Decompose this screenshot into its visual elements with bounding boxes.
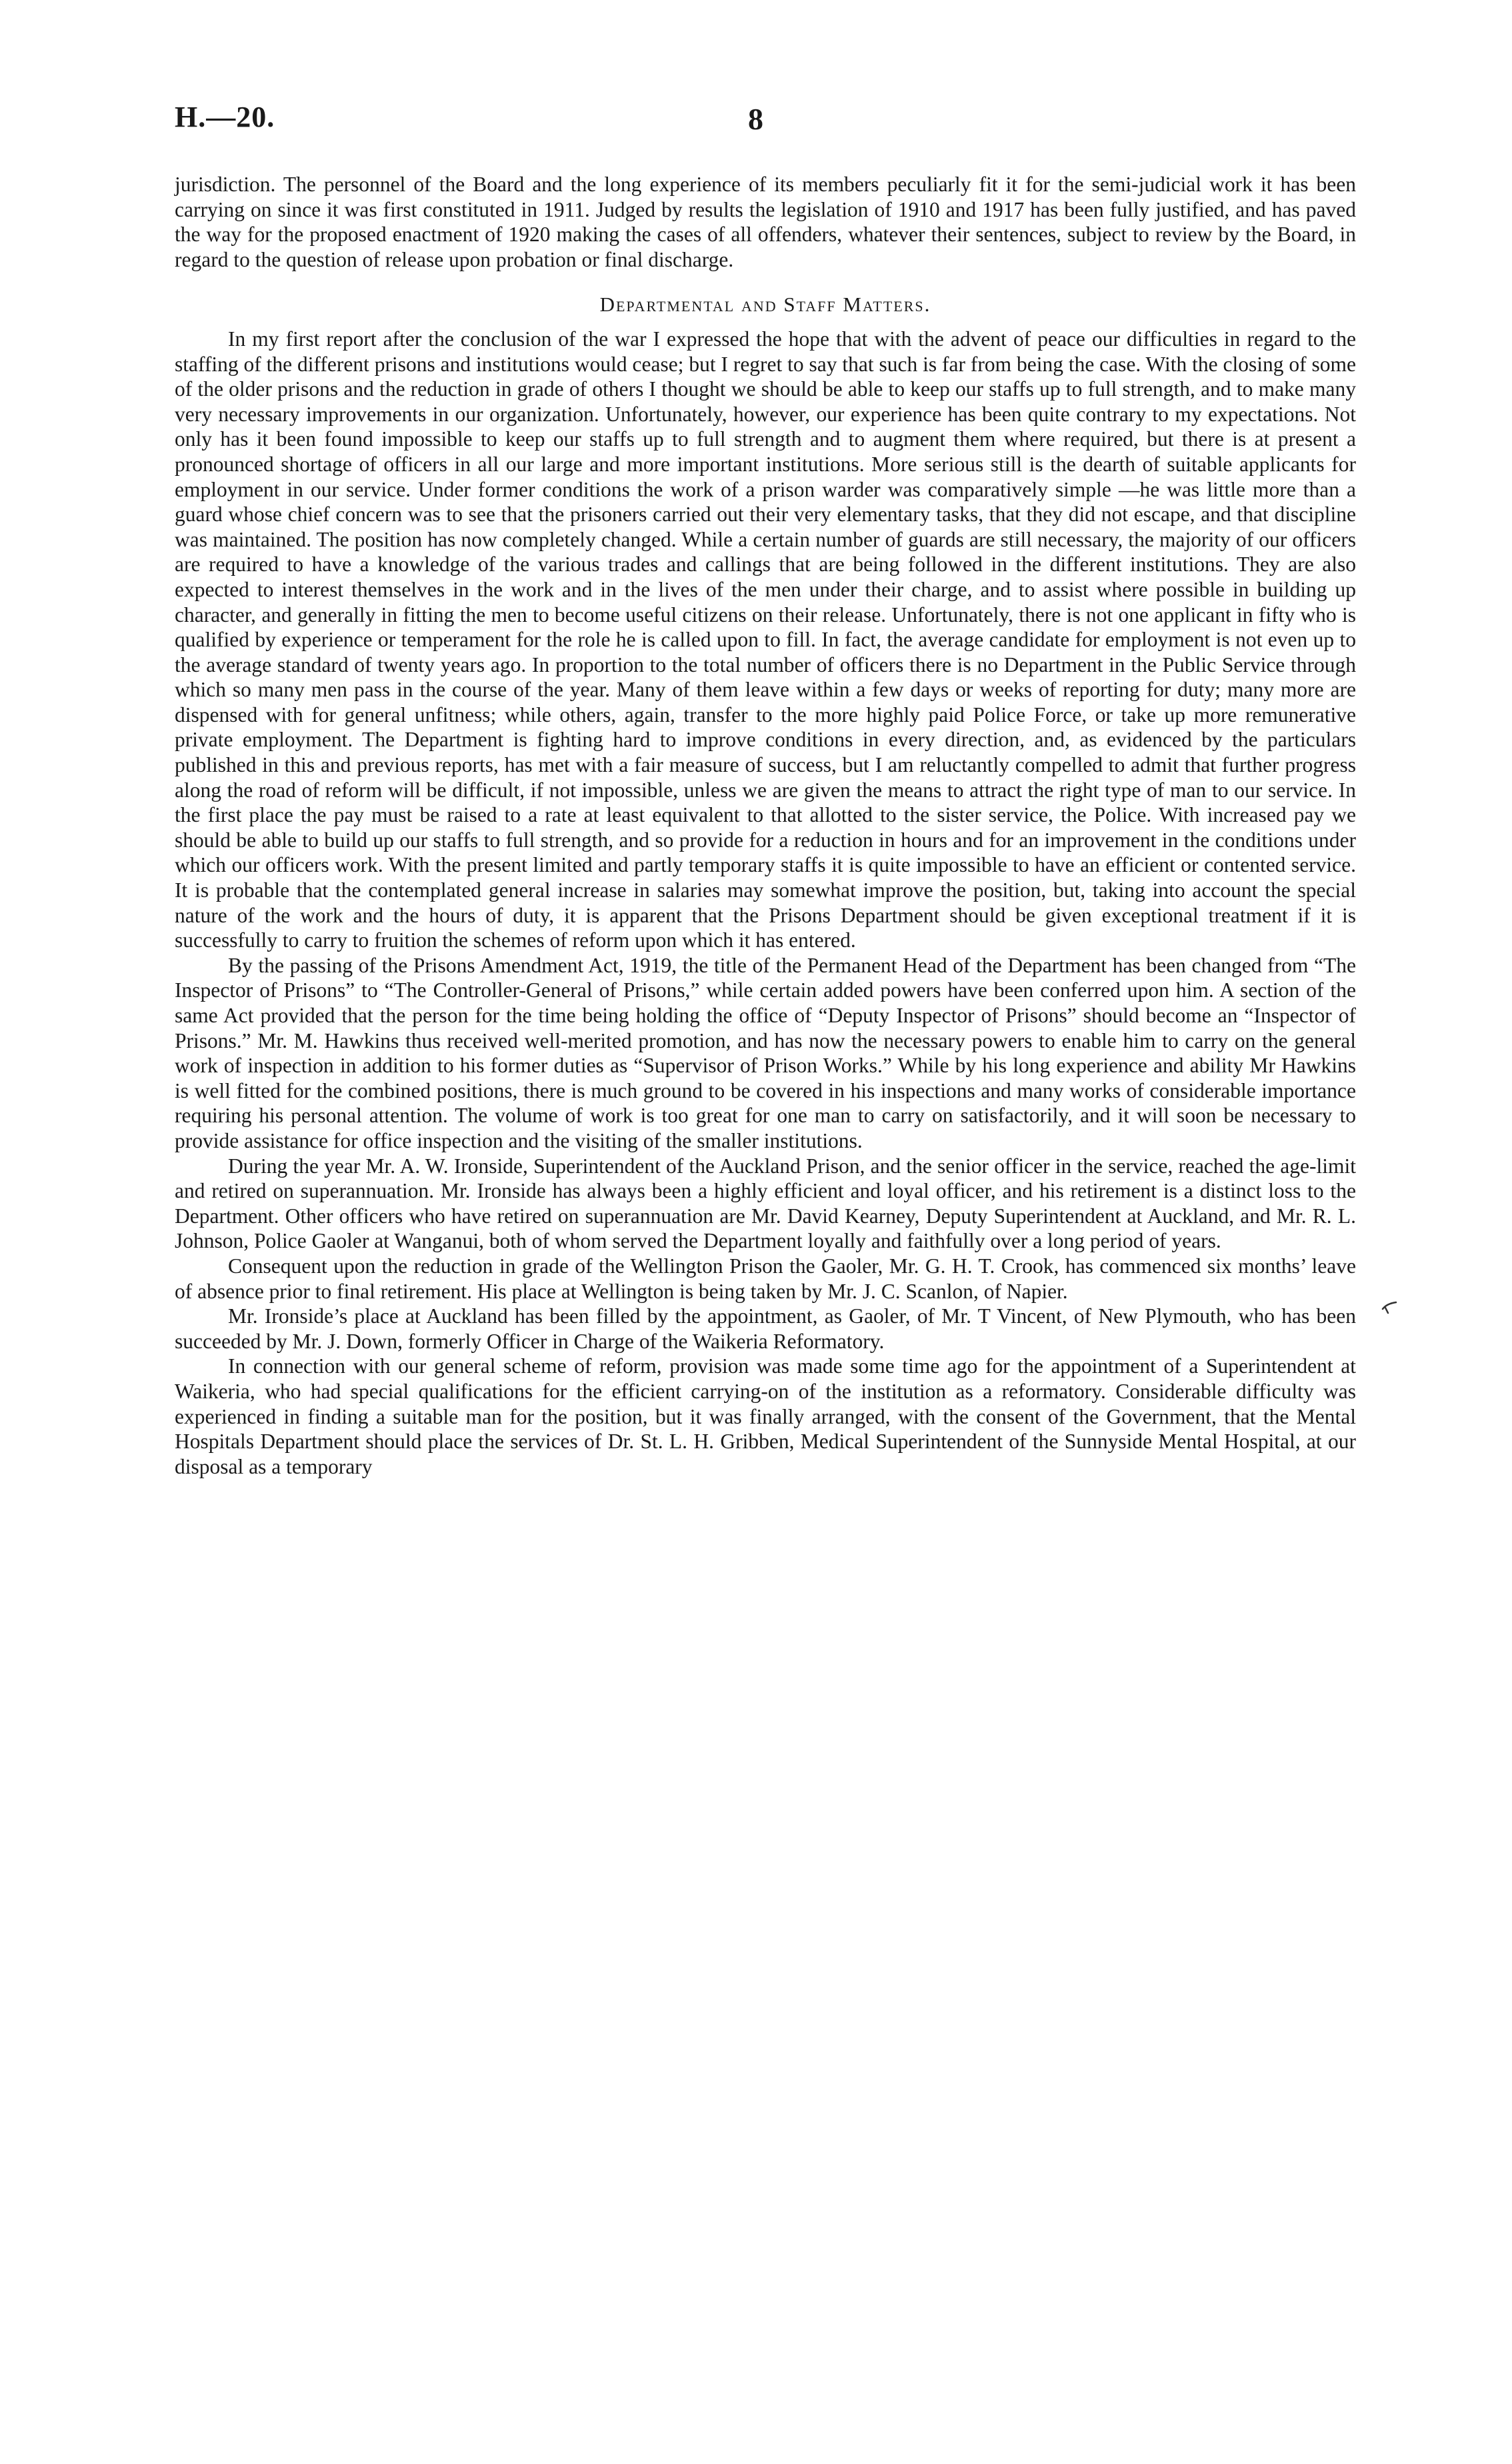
paragraph-wellington-gaoler: Consequent upon the reduction in grade of the Wellington Prison the Gaoler, Mr. G. H. T. Crook, has commenced six months’ leave of absence prior to final retirement. His place at Wellington is being taken by Mr. J. C. Scanlon, of Napier.: [175, 1254, 1356, 1303]
paragraph-waikeria-superintendent: In connection with our general scheme of reform, provision was made some time ago for the appointment of a Superintendent at Waikeria, who had special qualifications for the efficient carrying-on of the institution as a reformatory. Considerable difficulty was experienced in finding a suitable man for the position, but it was finally arranged, with the consent of the Government, that the Mental Hospitals Department should place the services of Dr. St. L. H. Gribben, Medical Superintendent of the Sunnyside Mental Hospital, at our disposal as a temporary: [175, 1354, 1356, 1478]
page-header: [175, 100, 1355, 153]
document-reference: H.—20.: [175, 101, 275, 133]
page-number: 8: [748, 102, 763, 136]
document-body: [175, 172, 1356, 1479]
paragraph-jurisdiction-continued: jurisdiction. The personnel of the Board and the long experience of its members peculiarly fit it for the semi-judicial work it has been carrying on since it was first constituted in 1911. Judged by results the legislation of 1910 and 1917 has been fully justified, and has paved the way for the proposed enactment of 1920 making the cases of all offenders, whatever their sentences, subject to review by the Board, in regard to the question of release upon probation or final discharge.: [175, 173, 1356, 271]
section-heading-departmental-staff-matters: Departmental and Staff Matters.: [599, 293, 931, 317]
paragraph-staffing: In my first report after the conclusion of the war I expressed the hope that with the advent of peace our difficulties in regard to the staffing of the different prisons and institutions would cease; but I regret to say that such is far from being the case. With the closing of some of the older prisons and the reduction in grade of others I thought we should be able to keep our staffs up to full strength, and to make many very necessary improvements in our organization. Unfortunately, however, our experience has been quite contrary to my expectations. Not only has it been found impossible to keep our staffs up to full strength and to augment them where required, but there is at present a pronounced shortage of officers in all our large and more important institutions. More serious still is the dearth of suitable applicants for employment in our service. Under former conditions the work of a prison warder was comparatively simple —he was little more than a guard whose chief concern was to see that the prisoners carried out their very elementary tasks, that they did not escape, and that discipline was maintained. The position has now completely changed. While a certain number of guards are still necessary, the majority of our officers are required to have a knowledge of the various trades and callings that are being followed in the different institutions. They are also expected to interest themselves in the work and in the lives of the men under their charge, and to assist where possible in building up character, and generally in fitting the men to become useful citizens on their release. Unfortunately, there is not one applicant in fifty who is qualified by experience or temperament for the role he is called upon to fill. In fact, the average candidate for employment is not even up to the average standard of twenty years ago. In proportion to the total number of officers there is no Department in the Public Service through which so many men pass in the course of the year. Many of them leave within a few days or weeks of reporting for duty; many more are dispensed with for general unfitness; while others, again, transfer to the more highly paid Police Force, or take up more remunerative private employment. The Department is fighting hard to improve conditions in every direction, and, as evidenced by the particulars published in this and previous reports, has met with a fair measure of success, but I am reluctantly compelled to admit that further progress along the road of reform will be difficult, if not impossible, unless we are given the means to attract the right type of man to our service. In the first place the pay must be raised to a rate at least equivalent to that allotted to the sister service, the Police. With increased pay we should be able to build up our staffs to full strength, and so provide for a reduction in hours and for an improvement in the conditions under which our officers work. With the present limited and partly temporary staffs it is quite impossible to have an efficient or contented service. It is probable that the contemplated general increase in salaries may somewhat improve the position, but, taking into account the special nature of the work and the hours of duty, it is apparent that the Prisons Department should be given exceptional treatment if it is successfully to carry to fruition the schemes of reform upon which it has entered.: [175, 327, 1356, 952]
paragraph-auckland-appointment: Mr. Ironside’s place at Auckland has been filled by the appointment, as Gaoler, of Mr. T Vincent, of New Plymouth, who has been succeeded by Mr. J. Down, formerly Officer in Charge of the Waikeria Reformatory.: [175, 1304, 1356, 1353]
margin-pencil-mark: [1381, 1301, 1399, 1314]
paragraph-retirements: During the year Mr. A. W. Ironside, Superintendent of the Auckland Prison, and the senior officer in the service, reached the age-limit and retired on superannuation. Mr. Ironside has always been a highly efficient and loyal officer, and his retirement is a distinct loss to the Department. Other officers who have retired on superannuation are Mr. David Kearney, Deputy Superintendent at Auckland, and Mr. R. L. Johnson, Police Gaoler at Wanganui, both of whom served the Department loyally and faithfully over a long period of years.: [175, 1154, 1356, 1253]
paragraph-prisons-amendment-act: By the passing of the Prisons Amendment Act, 1919, the title of the Permanent Head of the Department has been changed from “The Inspector of Prisons” to “The Controller-General of Prisons,” while certain added powers have been conferred upon him. A section of the same Act provided that the person for the time being holding the office of “Deputy Inspector of Prisons” should become an “Inspector of Prisons.” Mr. M. Hawkins thus received well-merited promotion, and has now the necessary powers to enable him to carry on the general work of inspection in addition to his former duties as “Supervisor of Prison Works.” While by his long experience and ability Mr Hawkins is well fitted for the combined positions, there is much ground to be covered in his inspections and many works of considerable importance requiring his personal attention. The volume of work is too great for one man to carry on satisfactorily, and it will soon be necessary to provide assistance for office inspection and the visiting of the smaller institutions.: [175, 953, 1356, 1152]
